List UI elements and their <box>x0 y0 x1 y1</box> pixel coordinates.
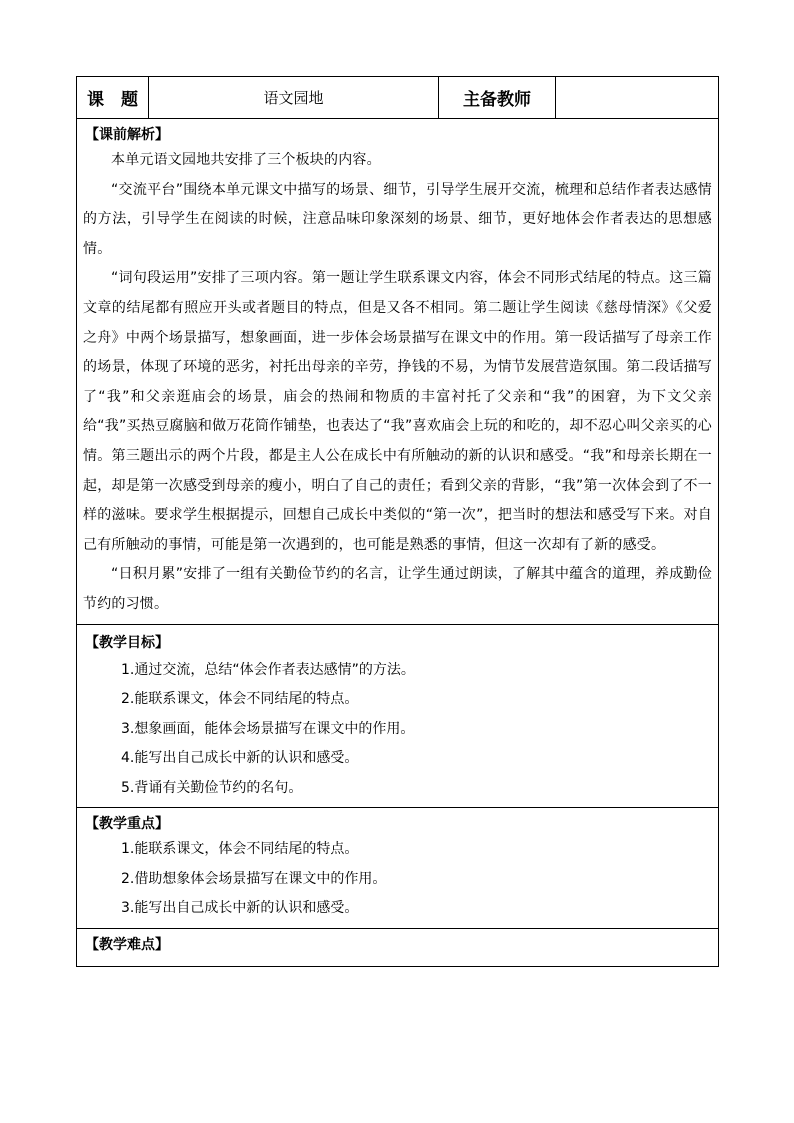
objectives-section <box>77 624 719 808</box>
key-point-item: 3.能写出自己成长中新的认识和感受。 <box>121 900 359 916</box>
key-points-title: 【教学重点】 <box>85 816 169 832</box>
difficulties-row <box>77 928 719 966</box>
teacher-value <box>556 77 719 119</box>
teacher-label: 主备教师 <box>439 77 556 119</box>
pre-analysis-section <box>77 119 719 625</box>
lesson-plan-table <box>76 76 719 967</box>
difficulties-section <box>77 928 719 966</box>
header-row <box>77 77 719 119</box>
objective-item: 1.通过交流，总结“体会作者表达感情”的方法。 <box>121 661 415 678</box>
key-points-row <box>77 808 719 929</box>
objectives-row <box>77 624 719 808</box>
pre-analysis-paragraph: “交流平台”围绕本单元课文中描写的场景、细节，引导学生展开交流，梳理和总结作者表达感情的方法，引导学生在阅读的时候，注意品味印象深刻的场景、细节，更好地体会作者表达的思想感情。 <box>83 181 712 257</box>
objective-item: 5.背诵有关勤俭节约的名句。 <box>121 779 303 796</box>
objective-item: 2.能联系课文，体会不同结尾的特点。 <box>121 691 359 707</box>
key-point-item: 1.能联系课文，体会不同结尾的特点。 <box>121 841 359 857</box>
pre-analysis-paragraph: “词句段运用”安排了三项内容。第一题让学生联系课文内容，体会不同形式结尾的特点。这三篇文章的结尾都有照应开头或者题目的特点，但是又各不相同。第二题让学生阅读《慈母情深》《父爱之舟》中两个场景描写，想象画面，进一步体会场景描写在课文中的作用。第一段话描写了母亲工作的场景，体现了环境的恶劣，衬托出母亲的辛劳，挣钱的不易，为情节发展营造氛围。第二段话描写了“我”和父亲逛庙会的场景，庙会的热闹和物质的丰富衬托了父亲和“我”的困窘，为下文父亲给“我”买热豆腐脑和做万花筒作铺垫，也表达了“我”喜欢庙会上玩的和吃的，却不忍心叫父亲买的心情。第三题出示的两个片段，都是主人公在成长中有所触动的新的认识和感受。“我”和母亲长期在一起，却是第一次感受到母亲的瘦小，明白了自己的责任；看到父亲的背影，“我”第一次体会到了不一样的滋味。要求学生根据提示，回想自己成长中类似的“第一次”，把当时的想法和感受写下来。对自己有所触动的事情，可能是第一次遇到的，也可能是熟悉的事情，但这一次却有了新的感受。 <box>83 270 712 553</box>
topic-label: 课 题 <box>77 77 149 119</box>
objective-item: 3.想象画面，能体会场景描写在课文中的作用。 <box>121 720 415 737</box>
difficulties-title: 【教学难点】 <box>85 936 169 953</box>
pre-analysis-paragraph: “日积月累”安排了一组有关勤俭节约的名言，让学生通过朗读，了解其中蕴含的道理，养成勤俭节约的习惯。 <box>83 566 712 612</box>
key-points-section <box>77 808 719 929</box>
key-point-item: 2.借助想象体会场景描写在课文中的作用。 <box>121 870 387 887</box>
pre-analysis-paragraph: 本单元语文园地共安排了三个板块的内容。 <box>111 152 381 168</box>
objective-item: 4.能写出自己成长中新的认识和感受。 <box>121 750 359 766</box>
objectives-title: 【教学目标】 <box>85 634 169 651</box>
pre-analysis-title: 【课前解析】 <box>85 127 169 143</box>
topic-value: 语文园地 <box>149 77 439 119</box>
pre-analysis-row <box>77 119 719 625</box>
